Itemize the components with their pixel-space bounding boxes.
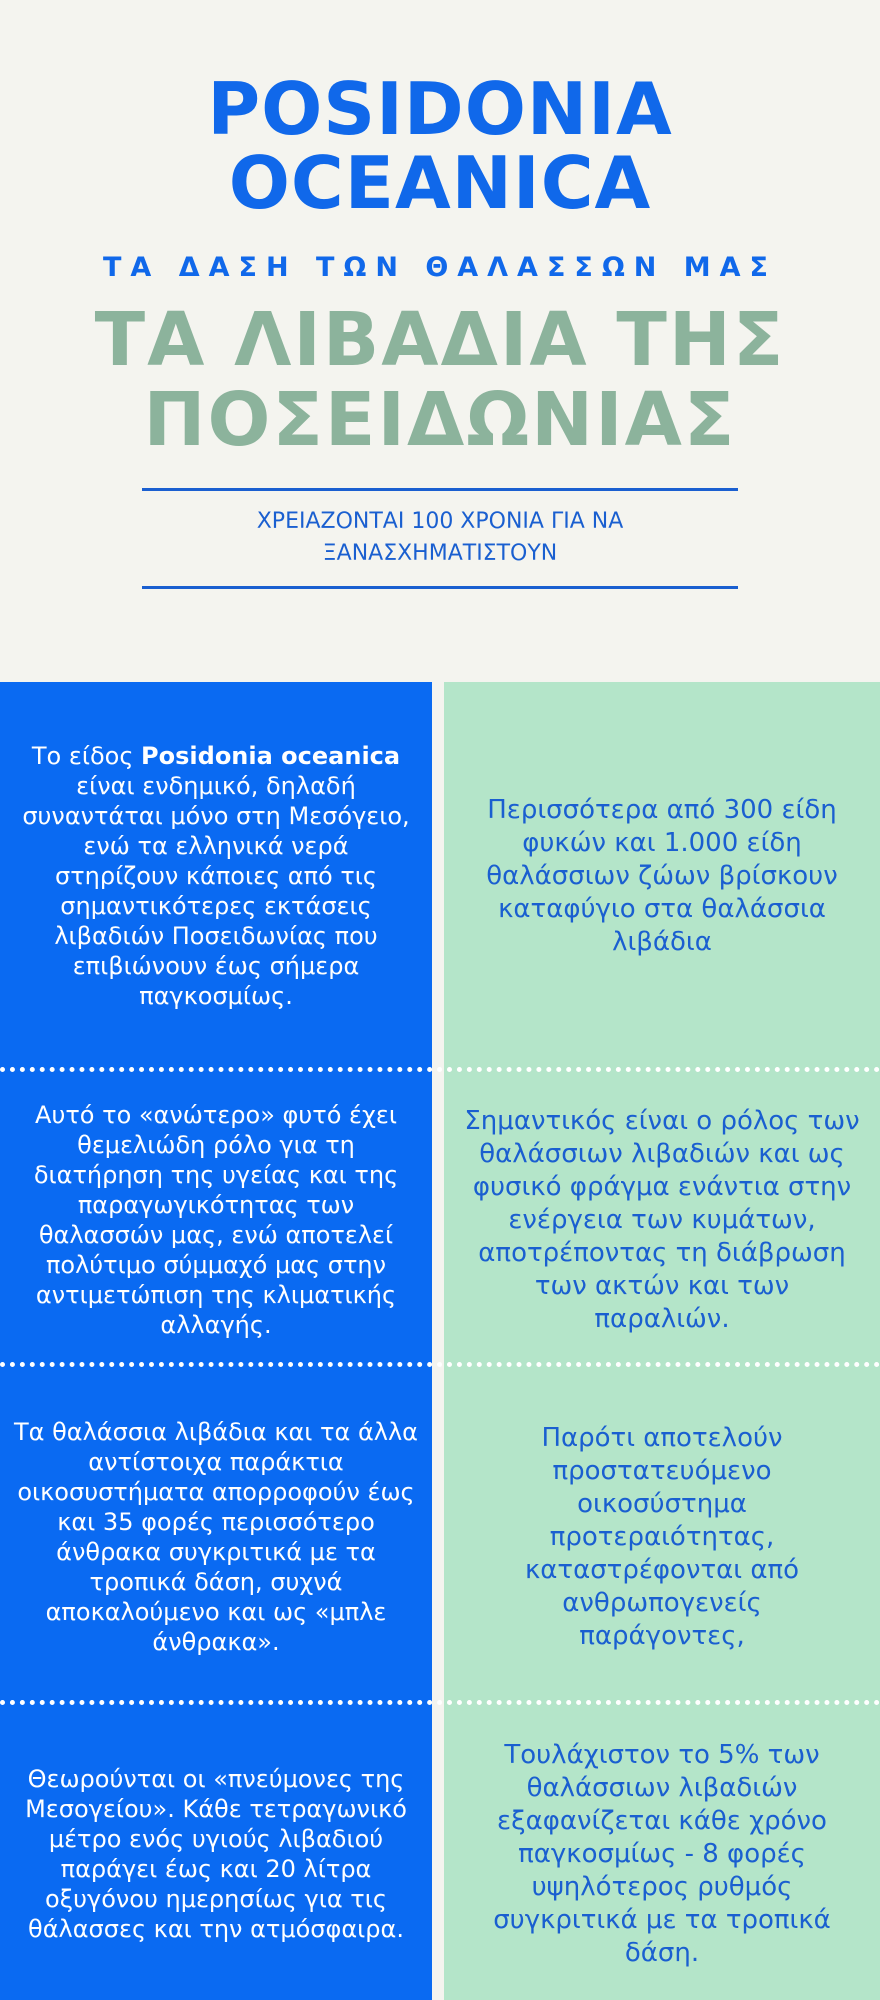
fact-cell-left-3 [0,1370,432,1704]
subtitle-line-2: ΠΟΣΕΙΔΩΝΙΑΣ [143,377,737,463]
fact-cell-right-2 [444,1075,880,1365]
fact-text-right-2: Σημαντικός είναι ο ρόλος των θαλάσσιων λιβαδιών και ως φυσικό φράγμα ενάντια στην ενέργεια των κυμάτων, αποτρέποντας τη διάβρωση των ακτών και των παραλιών. [464,1105,860,1334]
row-divider-3 [0,1700,880,1705]
fact-text-right-4: Τουλάχιστον το 5% των θαλάσσιων λιβαδιών εξαφανίζεται κάθε χρόνο παγκοσμίως - 8 φορές υψηλότερος ρυθμός συγκριτικά με τα τροπικά δάση. [493,1739,831,1968]
fact-text-left-1-pre: Το είδος [31,742,142,770]
subtitle-line-1: ΤΑ ΛΙΒΑΔΙΑ ΤΗΣ [94,297,786,383]
facts-grid [0,682,880,2000]
page-title [0,67,880,225]
note-line-1: ΧΡΕΙΑΖΟΝΤΑΙ 100 ΧΡΟΝΙΑ ΓΙΑ ΝΑ [256,509,624,534]
fact-cell-left-2 [0,1075,432,1365]
fact-cell-left-4 [0,1708,432,2000]
regrowth-note [142,506,738,570]
header-section [0,0,880,682]
fact-text-right-1: Περισσότερα από 300 είδη φυκών και 1.000 είδη θαλάσσιων ζώων βρίσκουν καταφύγιο στα θαλάσσια λιβάδια [486,794,838,957]
title-line-2: OCEANICA [228,141,652,225]
fact-text-left-1 [18,741,414,1011]
row-divider-2 [0,1362,880,1367]
row-divider-1 [0,1067,880,1072]
fact-text-left-4: Θεωρούνται οι «πνεύμονες της Μεσογείου». Κάθε τετραγωνικό μέτρο ενός υγιούς λιβαδιού παράγει έως και 20 λίτρα οξυγόνου ημερησίως για τις θάλασσες και την ατμόσφαιρα. [25,1765,407,1943]
tagline: ΤΑ ΔΑΣΗ ΤΩΝ ΘΑΛΑΣΣΩΝ ΜΑΣ [103,252,777,283]
fact-text-right-3: Παρότι αποτελούν προστατευόμενο οικοσύστημα προτεραιότητας, καταστρέφονται από ανθρωπογενείς παράγοντες, [524,1422,800,1651]
bottom-rule [142,586,738,589]
title-line-1: POSIDONIA [207,67,673,151]
top-rule [142,488,738,491]
fact-text-left-1-post: είναι ενδημικό, δηλαδή συναντάται μόνο στη Μεσόγειο, ενώ τα ελληνικά νερά στηρίζουν κάποιες από τις σημαντικότερες εκτάσεις λιβαδιών Ποσειδωνίας που επιβιώνουν έως σήμερα παγκοσμίως. [22,772,410,1010]
fact-cell-right-4 [444,1708,880,2000]
fact-text-left-3: Τα θαλάσσια λιβάδια και τα άλλα αντίστοιχα παράκτια οικοσυστήματα απορροφούν έως και 35 φορές περισσότερο άνθρακα συγκριτικά με τα τροπικά δάση, συχνά αποκαλούμενο και ως «μπλε άνθρακα». [13,1418,418,1656]
species-name: Posidonia oceanica [141,742,401,770]
fact-cell-right-1 [444,682,880,1070]
fact-text-left-2: Αυτό το «ανώτερο» φυτό έχει θεμελιώδη ρόλο για τη διατήρηση της υγείας και της παραγωγικότητας των θαλασσών μας, ενώ αποτελεί πολύτιμο σύμμαχό μας στην αντιμετώπιση της κλιματικής αλλαγής. [33,1101,399,1339]
subtitle [0,297,880,463]
fact-cell-right-3 [444,1370,880,1704]
fact-cell-left-1 [0,682,432,1070]
note-line-2: ΞΑΝΑΣΧΗΜΑΤΙΣΤΟΥΝ [322,541,558,566]
